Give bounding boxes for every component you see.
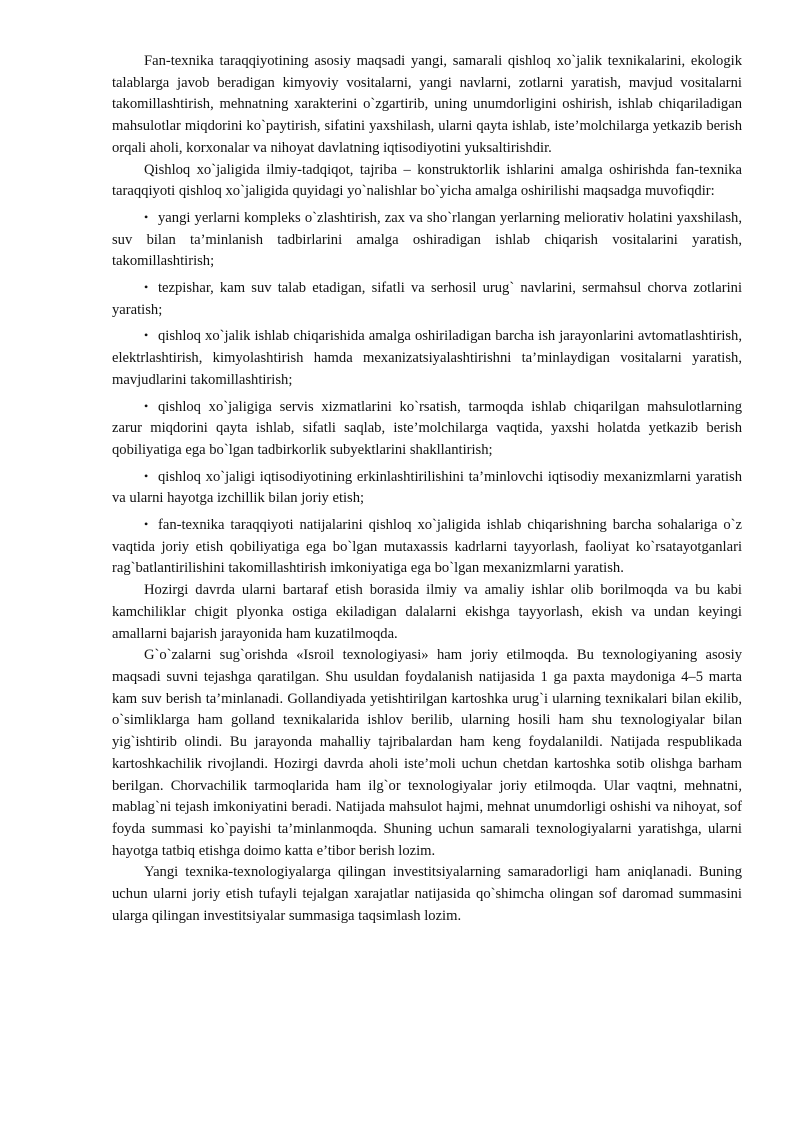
paragraph-directions: Qishloq xo`jaligida ilmiy-tadqiqot, tajriba – konstruktorlik ishlarini amalga oshirishda fan-texnika taraqqiyoti qishloq xo`jaligida quyidagi yo`nalishlar bo`yicha amalga oshirilishi maqsadga muvofiqdir:: [112, 161, 742, 200]
bullet-icon: •: [144, 517, 149, 532]
bullet-item: [112, 514, 742, 580]
bullet-text: fan-texnika taraqqiyoti natijalarini qishloq xo`jaligida ishlab chiqarishning barcha sohalariga o`z vaqtida joriy etish qobiliyatiga ega bo`lgan mutaxassis kadrlarni tayyorlash, faoliyat ko`rsatayotganlari rag`batlantirilishini takomillashtirish imkoniyatiga ega bo`lgan mexanizmlarni yaratish.: [112, 517, 742, 577]
paragraph-israel-technology: G`o`zalarni sug`orishda «Isroil texnologiyasi» ham joriy etilmoqda. Bu texnologiyaning asosiy maqsadi suvni tejashga qaratilgan. Shu usuldan foydalanish natijasida 1 ga paxta maydoniga 4–5 marta kam suv berish ta’minlanadi. Gollandiyada yetishtirilgan kartoshka urug`i ularning texnikalari bilan ekilib, o`simliklarga ham golland texnikalarida ishlov berilib, ularning hosili ham shu texnologiyalar bilan yig`ishtirib olindi. Bu jarayonda mahalliy tajribalardan ham keng foydalanildi. Natijada respublikada kartoshkachilik rivojlandi. Hozirgi davrda aholi iste’moli uchun chetdan kartoshka sotib olishga barham berilgan. Chorvachilik tarmoqlarida ham ilg`or texnologiyalar joriy etilmoqda. Ular vaqtni, mehnatni, mablag`ni tejash imkoniyatini beradi. Natijada mahsulot hajmi, mehnat unumdorligi oshishi va nihoyat, sof foyda summasi ko`payishi ta’minlanmoqda. Shuning uchun samarali texnologiyalarni yaratishga, ularni hayotga tatbiq etishga doimo katta e’tibor berish lozim.: [112, 647, 742, 859]
bullet-text: yangi yerlarni kompleks o`zlashtirish, zax va sho`rlangan yerlarning meliorativ holatini yaxshilash, suv bilan ta’minlanish tadbirlarini amalga oshiradigan ishlab chiqarish vositalarini yaratish, takomillashtirish;: [112, 209, 742, 270]
bullet-item: [112, 396, 742, 462]
bullet-item: [112, 325, 742, 391]
bullet-icon: •: [144, 398, 149, 413]
bullet-text: tezpishar, kam suv talab etadigan, sifatli va serhosil urug` navlarini, sermahsul chorva zotlarini yaratish;: [112, 280, 742, 318]
bullet-text: qishloq xo`jaligi iqtisodiyotining erkinlashtirilishini ta’minlovchi iqtisodiy mexanizmlarni yaratish va ularni hayotga izchillik bilan joriy etish;: [112, 468, 742, 507]
paragraph-intro: Fan-texnika taraqqiyotining asosiy maqsadi yangi, samarali qishloq xo`jalik texnikalarini, ekologik talablarga javob beradigan kimyoviy vositalarni, yangi navlarni, zotlarni yaratish, mavjud vositalarni takomillashtirish, mehnatning xarakterini o`zgartirib, uning unumdorligini oshirish, ishlab chiqariladigan mahsulotlar miqdorini ko`paytirish, sifatini yaxshilash, ularni qayta ishlab, iste’molchilarga yetkazib berish orqali aholi, korxonalar va nihoyat davlatning iqtisodiyotini yuksaltirishdir.: [112, 53, 742, 156]
bullet-item: [112, 466, 742, 510]
bullet-icon: •: [144, 209, 149, 224]
bullet-text: qishloq xo`jalik ishlab chiqarishida amalga oshiriladigan barcha ish jarayonlarini avtomatlashtirish, elektrlashtirish, kimyolashtirish hamda mexanizatsiyalashtirishni ta’minlaydigan vositalarni yaratish, mavjudlarini takomillashtirish;: [112, 328, 742, 388]
paragraph-current-period: Hozirgi davrda ularni bartaraf etish borasida ilmiy va amaliy ishlar olib borilmoqda va bu kabi kamchiliklar chigit plyonka ostiga ekiladigan dalalarni ekishga tayyorlash, ekish va undan keyingi amallarni bajarish jarayonida ham kuzatilmoqda.: [112, 582, 742, 642]
bullet-item: [112, 207, 742, 273]
bullet-icon: •: [144, 328, 149, 343]
bullet-icon: •: [144, 280, 149, 295]
document-page: [112, 51, 742, 927]
bullet-icon: •: [144, 468, 149, 483]
bullet-text: qishloq xo`jaligiga servis xizmatlarini ko`rsatish, tarmoqda ishlab chiqarilgan mahsulotlarning zarur miqdorini qayta ishlab, sifatli saqlab, iste’molchilarga vaqtida, yaxshi holatda yetkazib berish qobiliyatiga ega bo`lgan tadbirkorlik subyektlarini shakllantirish;: [112, 398, 742, 458]
bullet-item: [112, 277, 742, 321]
paragraph-investment-efficiency: Yangi texnika-texnologiyalarga qilingan investitsiyalarning samaradorligi ham aniqlanadi. Buning uchun ularni joriy etish tufayli tejalgan xarajatlar natijasida qo`shimcha olingan sof daromad summasini ularga qilingan investitsiyalar summasiga taqsimlash lozim.: [112, 864, 742, 924]
